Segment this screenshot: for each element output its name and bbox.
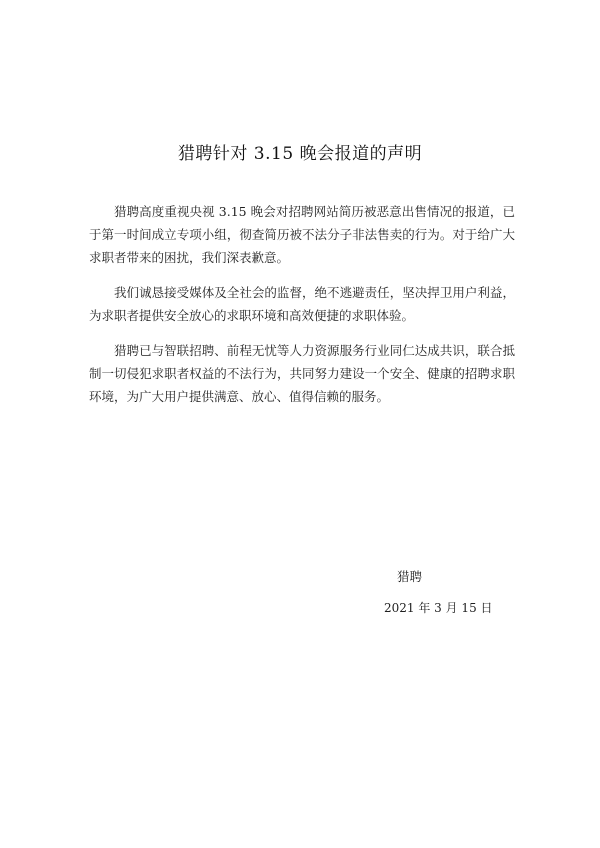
paragraph-3: 猎聘已与智联招聘、前程无忧等人力资源服务行业同仁达成共识，联合抵制一切侵犯求职者权益的不法行为，共同努力建设一个安全、健康的招聘求职环境，为广大用户提供满意、放心、值得信赖的服务。 bbox=[89, 343, 515, 404]
signature: 猎聘 bbox=[397, 569, 423, 584]
paragraph-2: 我们诚恳接受媒体及全社会的监督，绝不逃避责任，坚决捍卫用户利益，为求职者提供安全放心的求职环境和高效便捷的求职体验。 bbox=[89, 285, 515, 323]
document-title: 猎聘针对 3.15 晚会报道的声明 bbox=[177, 144, 423, 164]
paragraph-1: 猎聘高度重视央视 3.15 晚会对招聘网站简历被恶意出售情况的报道，已于第一时间成立专项小组，彻查简历被不法分子非法售卖的行为。对于给广大求职者带来的困扰，我们深表歉意。 bbox=[89, 204, 515, 265]
date: 2021 年 3 月 15 日 bbox=[384, 601, 493, 615]
document-body bbox=[89, 200, 515, 420]
